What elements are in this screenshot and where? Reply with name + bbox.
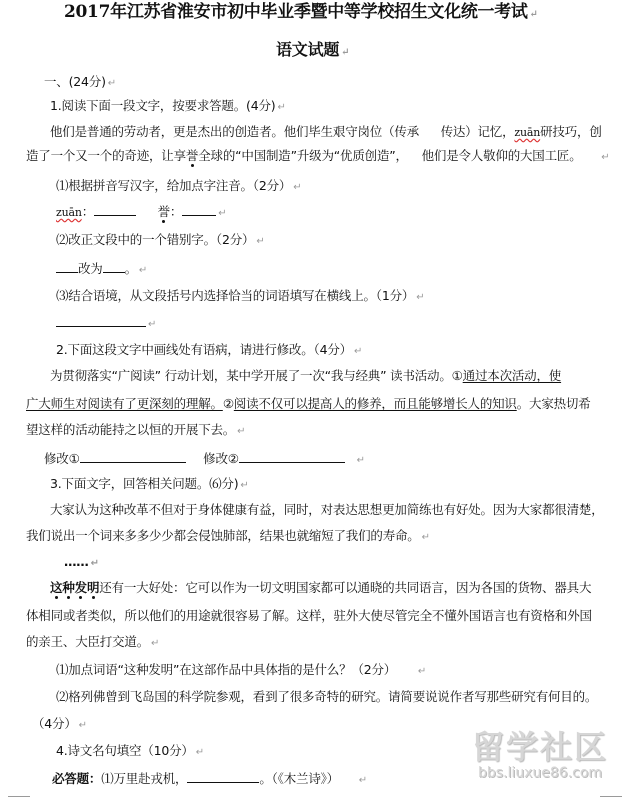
paragraph-mark-icon: ↵ [237, 426, 246, 437]
dotted-bold-phrase: 这种发明 [50, 580, 100, 595]
sub-question-text: ⑵格列佛曾到飞岛国的科学院参观，看到了很多奇特的研究。请简要说说作者写那些研究有何目的。 [56, 689, 598, 704]
q2-passage-line-3 [26, 422, 245, 440]
verse-answer-blank[interactable] [187, 770, 259, 783]
dotted-character: 誉 [185, 148, 199, 163]
marker-2: ② [222, 396, 234, 411]
q3-sub2-line-1 [56, 689, 597, 705]
paragraph-mark-icon: ↵ [256, 236, 265, 247]
q3-passage1-line-1 [50, 502, 604, 518]
q3-passage2-line-3 [26, 634, 159, 652]
fix-1-blank[interactable] [80, 450, 186, 463]
q1-passage-line-2 [26, 148, 609, 166]
watermark [465, 730, 615, 790]
answer-blank-correct-char[interactable] [103, 260, 125, 273]
required-label: 必答题： [52, 771, 102, 786]
q3-sub1 [56, 662, 426, 680]
pinyin-text: zuān [56, 206, 82, 219]
passage-text: 望这样的活动能持之以恒的开展下去。 [26, 422, 236, 437]
underlined-error-2: 阅读不仅可以提高人的修养，而且能够增长人的知识 [233, 396, 517, 411]
sub-question-text: ⑴根据拼音写汉字，给加点字注音。（2分） [56, 178, 292, 193]
passage-text: 大家认为这种改革不但对于身体健康有益，同时，对表达思想更加简练也有好处。因为大家都很清楚， [50, 502, 604, 517]
paragraph-mark-icon: ↵ [107, 78, 116, 89]
q3-prompt [50, 476, 249, 494]
q1-sub2-answer [56, 260, 147, 279]
underlined-error-1: 通过本次活动，使 [462, 368, 562, 383]
title-text: 2017年江苏省淮安市初中毕业季暨中等学校招生文化统一考试 [64, 2, 528, 22]
paragraph-mark-icon: ↵ [353, 346, 363, 357]
paragraph-mark-icon: ↵ [341, 47, 350, 58]
fix-2-label: 修改② [203, 451, 239, 466]
verse-source-text: 。（《木兰诗》） [259, 771, 339, 786]
dotted-character: 誉 [157, 204, 170, 219]
q2-prompt [56, 342, 362, 360]
answer-blank-word-choice[interactable] [56, 314, 146, 327]
q3-sub2-line-2 [32, 716, 87, 734]
paragraph-mark-icon: ↵ [138, 265, 148, 276]
q2-answers [44, 450, 365, 469]
passage-text: 全球的“中国制造”升级为“优质创造”， [198, 148, 408, 163]
passage-text: 。大家热切希 [516, 396, 591, 411]
q3-passage1-line-2 [26, 528, 430, 546]
paragraph-mark-icon: ↵ [151, 638, 160, 649]
paragraph-mark-icon: ↵ [417, 666, 427, 677]
pinyin-text: zuān [514, 126, 541, 139]
period-text: 。 [124, 261, 137, 276]
paragraph-mark-icon: ↵ [148, 319, 157, 330]
paragraph-mark-icon: ↵ [195, 747, 204, 758]
answer-blank-zuan[interactable] [94, 203, 136, 216]
sub-question-text: ⑵改正文段中的一个错别字。（2分） [56, 232, 255, 247]
q3-prompt-text: 3.下面文字，回答相关问题。⑹分) [50, 476, 239, 491]
paragraph-mark-icon: ↵ [240, 480, 249, 491]
q1-sub1-prompt [56, 178, 301, 196]
q1-prompt-text: 1.阅读下面一段文字，按要求答题。(4分) [50, 98, 276, 113]
colon-text: ： [81, 204, 95, 219]
page-corner-mark-right [600, 796, 622, 797]
passage-text: 我们说出一个词来多多少少都会侵蚀肺部，结果也就缩短了我们的寿命。 [26, 528, 420, 543]
passage-text: 传达）记忆， [440, 124, 515, 139]
passage-text: 的亲王、大臣打交道。 [26, 634, 150, 649]
q1-sub1-answer [56, 203, 226, 222]
colon-text: ： [169, 204, 183, 219]
paragraph-mark-icon: ↵ [78, 720, 87, 731]
q1-passage-line-1 [50, 124, 602, 141]
q2-prompt-text: 2.下面这段文字中画线处有语病，请进行修改。（4分） [56, 342, 352, 357]
q2-passage-line-1 [50, 368, 561, 384]
answer-blank-wrong-char[interactable] [56, 260, 78, 273]
q1-sub2-prompt [56, 232, 265, 250]
sub-question-text: ⑶结合语境，从文段括号内选择恰当的词语填写在横线上。（1分） [56, 288, 415, 303]
q3-passage2-line-2 [26, 608, 592, 624]
q4-prompt [56, 743, 204, 761]
section-heading [44, 74, 116, 92]
q4-prompt-text: 4.诗文名句填空（10分） [56, 743, 194, 758]
sub-question-text: （4分） [32, 716, 77, 731]
page-corner-mark-left [8, 796, 30, 797]
sub-question-text: ⑴加点词语“这种发明”在这部作品中具体指的是什么？（2分） [56, 662, 397, 677]
verse-text: ⑴万里赴戎机， [101, 771, 188, 786]
watermark-logo: 留学社区 [471, 728, 608, 766]
passage-text: 造了一个又一个的奇迹，让享 [26, 148, 186, 163]
change-to-text: 改为 [78, 261, 103, 276]
paragraph-mark-icon: ↵ [293, 182, 302, 193]
passage-text: 他们是令人敬仰的大国工匠。 [421, 148, 582, 163]
subtitle-text: 语文试题 [276, 40, 340, 59]
paragraph-mark-icon: ↵ [356, 455, 365, 466]
passage-text: 为贯彻落实“广阅读” 行动计划，某中学开展了一次“我与经典” 读书活动。① [50, 368, 463, 383]
section-heading-text: 一、(24分) [44, 74, 106, 89]
q4-item1 [52, 770, 367, 789]
ellipsis-text: …… [64, 554, 89, 569]
passage-text: 研技巧，创 [540, 124, 602, 139]
q3-ellipsis [64, 554, 99, 572]
paragraph-mark-icon: ↵ [421, 532, 430, 543]
fix-2-blank[interactable] [239, 450, 345, 463]
document-subtitle [276, 42, 349, 61]
underlined-error-1: 广大师生对阅读有了更深刻的理解。 [26, 396, 223, 411]
q1-sub3-prompt [56, 288, 424, 306]
q1-prompt [50, 98, 286, 116]
paragraph-mark-icon: ↵ [277, 102, 286, 113]
paragraph-mark-icon: ↵ [90, 558, 99, 569]
document-title [64, 4, 538, 23]
q1-sub3-answer [56, 314, 156, 333]
answer-blank-yu[interactable] [182, 203, 216, 216]
paragraph-mark-icon: ↵ [416, 292, 425, 303]
passage-text: 体相同或者类似，所以他们的用途就很容易了解。这样，驻外大使尽管完全不懂外国语言也有资格和外国 [26, 608, 592, 623]
paragraph-mark-icon: ↵ [529, 9, 538, 20]
q3-passage2-line-1 [50, 580, 591, 596]
paragraph-mark-icon: ↵ [358, 775, 367, 786]
fix-1-label: 修改① [44, 451, 80, 466]
watermark-url: bbs.liuxue86.com [477, 765, 603, 781]
q2-passage-line-2 [26, 396, 591, 412]
paragraph-mark-icon: ↵ [218, 208, 227, 219]
passage-text: 他们是普通的劳动者，更是杰出的创造者。他们毕生艰守岗位（传承 [50, 124, 420, 139]
paragraph-mark-icon: ↵ [601, 152, 610, 163]
passage-text: 还有一大好处：它可以作为一切文明国家都可以通晓的共同语言，因为各国的货物、器具大 [99, 580, 592, 595]
